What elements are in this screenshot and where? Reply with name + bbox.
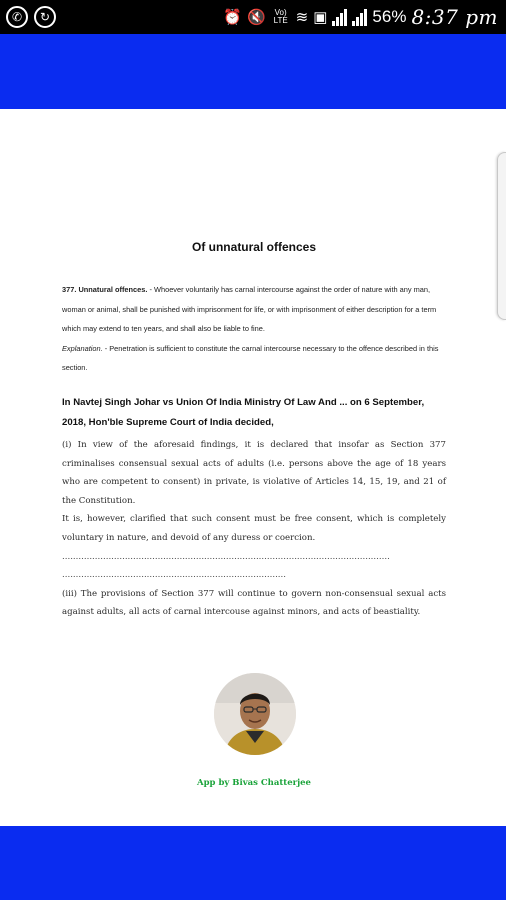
point-i-continued: It is, however, clarified that such consent must be free consent, which is completely voluntary in nature, and devoid of any duress or coercion. [62,514,446,543]
status-right [223,5,498,29]
section-body: - Whoever voluntarily has carnal intercourse against the order of nature with any man, woman or animal, shall be punished with imprisonment for life, or with imprisonment of either description for a term which may extend to ten years, and shall also be liable to fine. [62,285,437,333]
author-photo-icon [214,673,296,755]
wifi-icon: ≋ [295,8,309,26]
battery-percent: 56% [372,7,407,26]
bottom-banner [0,826,506,900]
alarm-icon: ⏰ [223,8,242,26]
point-i: (i) In view of the aforesaid findings, it is declared that insofar as Section 377 criminalises consensual sexual acts of adults (i.e. persons above the age of 18 years who are competent to consent) in private, is violative of Articles 14, 15, 19, and 21 of the Constitution. [62,440,446,506]
judgement-heading: In Navtej Singh Johar vs Union Of India Ministry Of Law And ... on 6 September, 2018, Hon'ble Supreme Court of India decided, [62,397,425,428]
clock: 8:37 pm [411,5,498,29]
ellipsis-line-1: ........................................................................................................................ [62,551,390,562]
author-avatar [214,673,296,755]
point-iii: (iii) The provisions of Section 377 will continue to govern non-consensual sexual acts against adults, all acts of carnal intercouse against minors, and acts of beastiality. [62,588,446,618]
app-credit: App by Bivas Chatterjee [197,778,311,788]
page-title: Of unnatural offences [191,240,316,254]
judgement-text [62,436,446,622]
sim-icon: ▣ [313,8,328,26]
volte-icon: Vo) LTE [273,8,288,25]
top-banner [0,34,506,109]
signal-icon-2 [352,8,367,26]
section-377-text [62,280,446,378]
status-left [6,6,56,28]
whatsapp-icon: ✆ [6,6,28,28]
edge-panel-handle[interactable] [497,152,506,320]
section-heading: 377. Unnatural offences. [62,285,148,294]
mute-icon: 🔇 [246,8,266,26]
sync-icon: ↻ [34,6,56,28]
status-bar [0,0,506,34]
explanation-body: - Penetration is sufficient to constitute the carnal intercourse necessary to the offence described in this section. [62,343,439,372]
explanation-label: Explanation. [62,343,103,353]
ellipsis-line-2: .................................................................................. [62,570,286,581]
signal-icon [332,8,347,26]
